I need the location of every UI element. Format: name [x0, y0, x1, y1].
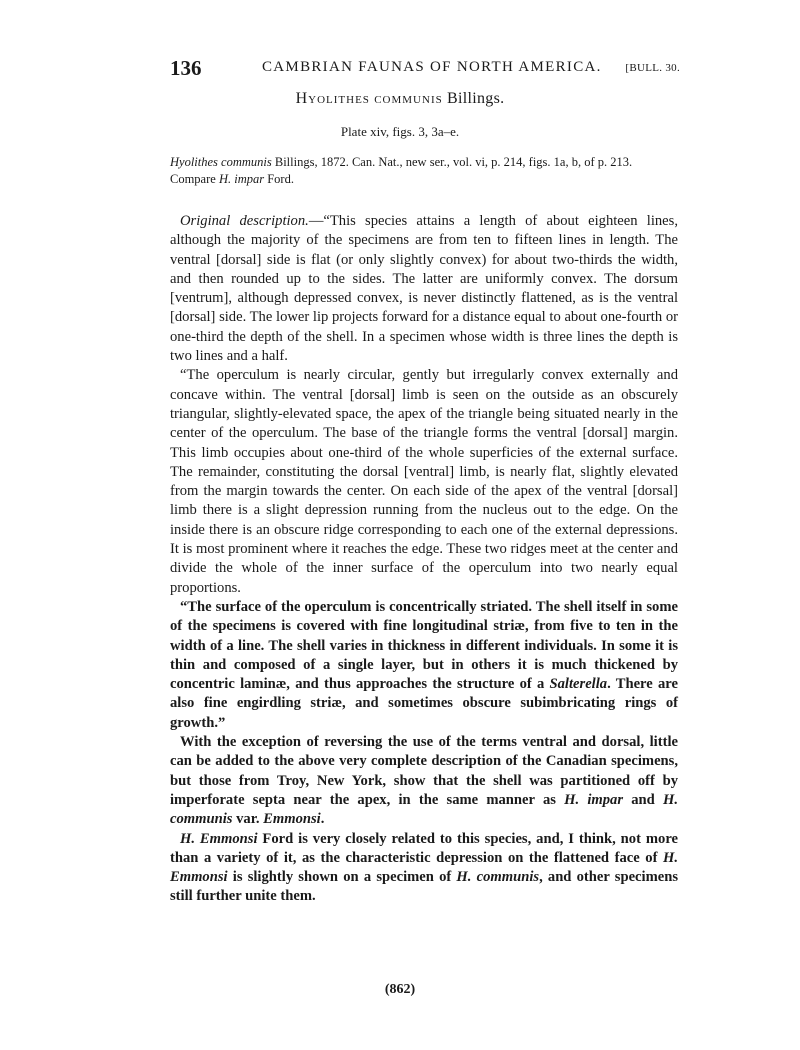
- paragraph-text: var.: [232, 811, 264, 828]
- paragraph-text: —“This species attains a length of about eighteen lines, although the majority of the specimens are from ten to fifteen lines in length. The ventral [dorsal] side is flat (or only slightly convex) for about two-thirds the width, and then rounded up to the sides. The latter are uniformly convex. The dorsum [ventrum], although depressed convex, is never distinctly flattened, as is the ventral [dorsal] side. The lower lip projects forward for a distance equal to about one-fourth or one-third the depth of the shell. In a specimen whose width is three lines the depth is two lines and a half.: [170, 213, 678, 365]
- taxon-impar: H. impar: [564, 791, 624, 808]
- species-title: [0, 90, 800, 108]
- page-number: 136: [170, 56, 202, 80]
- paragraph-text: “The operculum is nearly circular, gently but irregularly convex externally and concave within. The ventral [dorsal] limb is seen on the outside as an obscurely triangular, slightly-elevated space, the apex of the triangle being situated nearly in the center of the operculum. The base of the triangle forms the ventral [dorsal] margin. This limb occupies about one-third of the whole superficies of the external surface. The remainder, constituting the dorsal [ventral] limb, is nearly flat, slightly elevated from the margin towards the center. On each side of the apex of the ventral [dorsal] limb there is a slight depression running from the nucleus out to the edge. On the inside there is an obscure ridge corresponding to each one of the external depressions. It is most prominent where it reaches the edge. These two ridges meet at the center and divide the whole of the inner surface of the operculum into two nearly equal proportions.: [170, 367, 678, 596]
- paragraph-text: , and other specimens still further unite them.: [170, 869, 679, 905]
- paragraph-surface: [170, 598, 678, 733]
- paragraph-text: “The surface of the operculum is concentrically striated. The shell itself in some of the specimens is covered with fine longitudinal striæ, from five to ten in the width of a line. The shell varies in thickness in different individuals. In some it is thin and composed of a single layer, but in others it is much thickened by concentric laminæ, and thus approaches the structure of a: [170, 598, 678, 693]
- paragraph-exception: [170, 733, 678, 829]
- taxon-h-communis: H. communis: [456, 869, 540, 886]
- species-author: Billings.: [442, 90, 505, 107]
- synonymy-reference: [170, 154, 680, 171]
- paragraph-text: Ford is very closely related to this species, and, I think, not more than a variety of it, as the characteristic depression on the flattened face of: [170, 830, 679, 866]
- plate-reference: Plate xiv, figs. 3, 3a–e.: [340, 124, 460, 139]
- paragraph-emmonsi: [170, 830, 678, 907]
- species-genus: Hyolithes: [295, 90, 370, 107]
- page-header: [170, 56, 680, 82]
- running-title: CAMBRIAN FAUNAS OF NORTH AMERICA.: [262, 59, 602, 75]
- paragraph-text: .: [320, 811, 325, 828]
- compare-line: [170, 171, 680, 188]
- body-text: [170, 212, 678, 907]
- taxon-h-emmonsi: H. Emmonsi: [170, 849, 678, 886]
- bulletin-reference: [BULL. 30.: [625, 62, 680, 74]
- compare-author: Ford.: [264, 172, 294, 186]
- paragraph-text: and: [623, 791, 664, 808]
- synonymy-block: [170, 154, 680, 188]
- sheet-number: (862): [384, 982, 416, 997]
- taxon-h-emmonsi: H. Emmonsi: [180, 830, 258, 847]
- paragraph-text: With the exception of reversing the use of the terms ventral and dorsal, little can be added to the above very complete description of the Canadian specimens, but those from Troy, New York, show that the shell was partitioned off by imperforate septa near the apex, in the same manner as: [170, 734, 678, 808]
- paragraph-operculum: [170, 366, 678, 598]
- taxon-salterella: Salterella: [549, 676, 608, 693]
- paragraph-text: is slightly shown on a specimen of: [227, 869, 457, 886]
- compare-name: H. impar: [218, 172, 265, 186]
- synonymy-detail: Billings, 1872. Can. Nat., new ser., vol. vi, p. 214, figs. 1a, b, of p. 213.: [271, 155, 633, 169]
- synonymy-name: Hyolithes communis: [170, 155, 272, 169]
- taxon-communis: H. communis: [170, 791, 679, 828]
- species-epithet: communis: [374, 90, 443, 107]
- compare-prefix: Compare: [170, 172, 219, 186]
- paragraph-original-description: [170, 212, 678, 366]
- taxon-emmonsi: Emmonsi: [263, 811, 321, 828]
- original-description-label: Original description.: [180, 213, 309, 229]
- paragraph-text: . There are also fine engirdling striæ, and sometimes obscure subimbricating rings of growth.”: [170, 676, 678, 731]
